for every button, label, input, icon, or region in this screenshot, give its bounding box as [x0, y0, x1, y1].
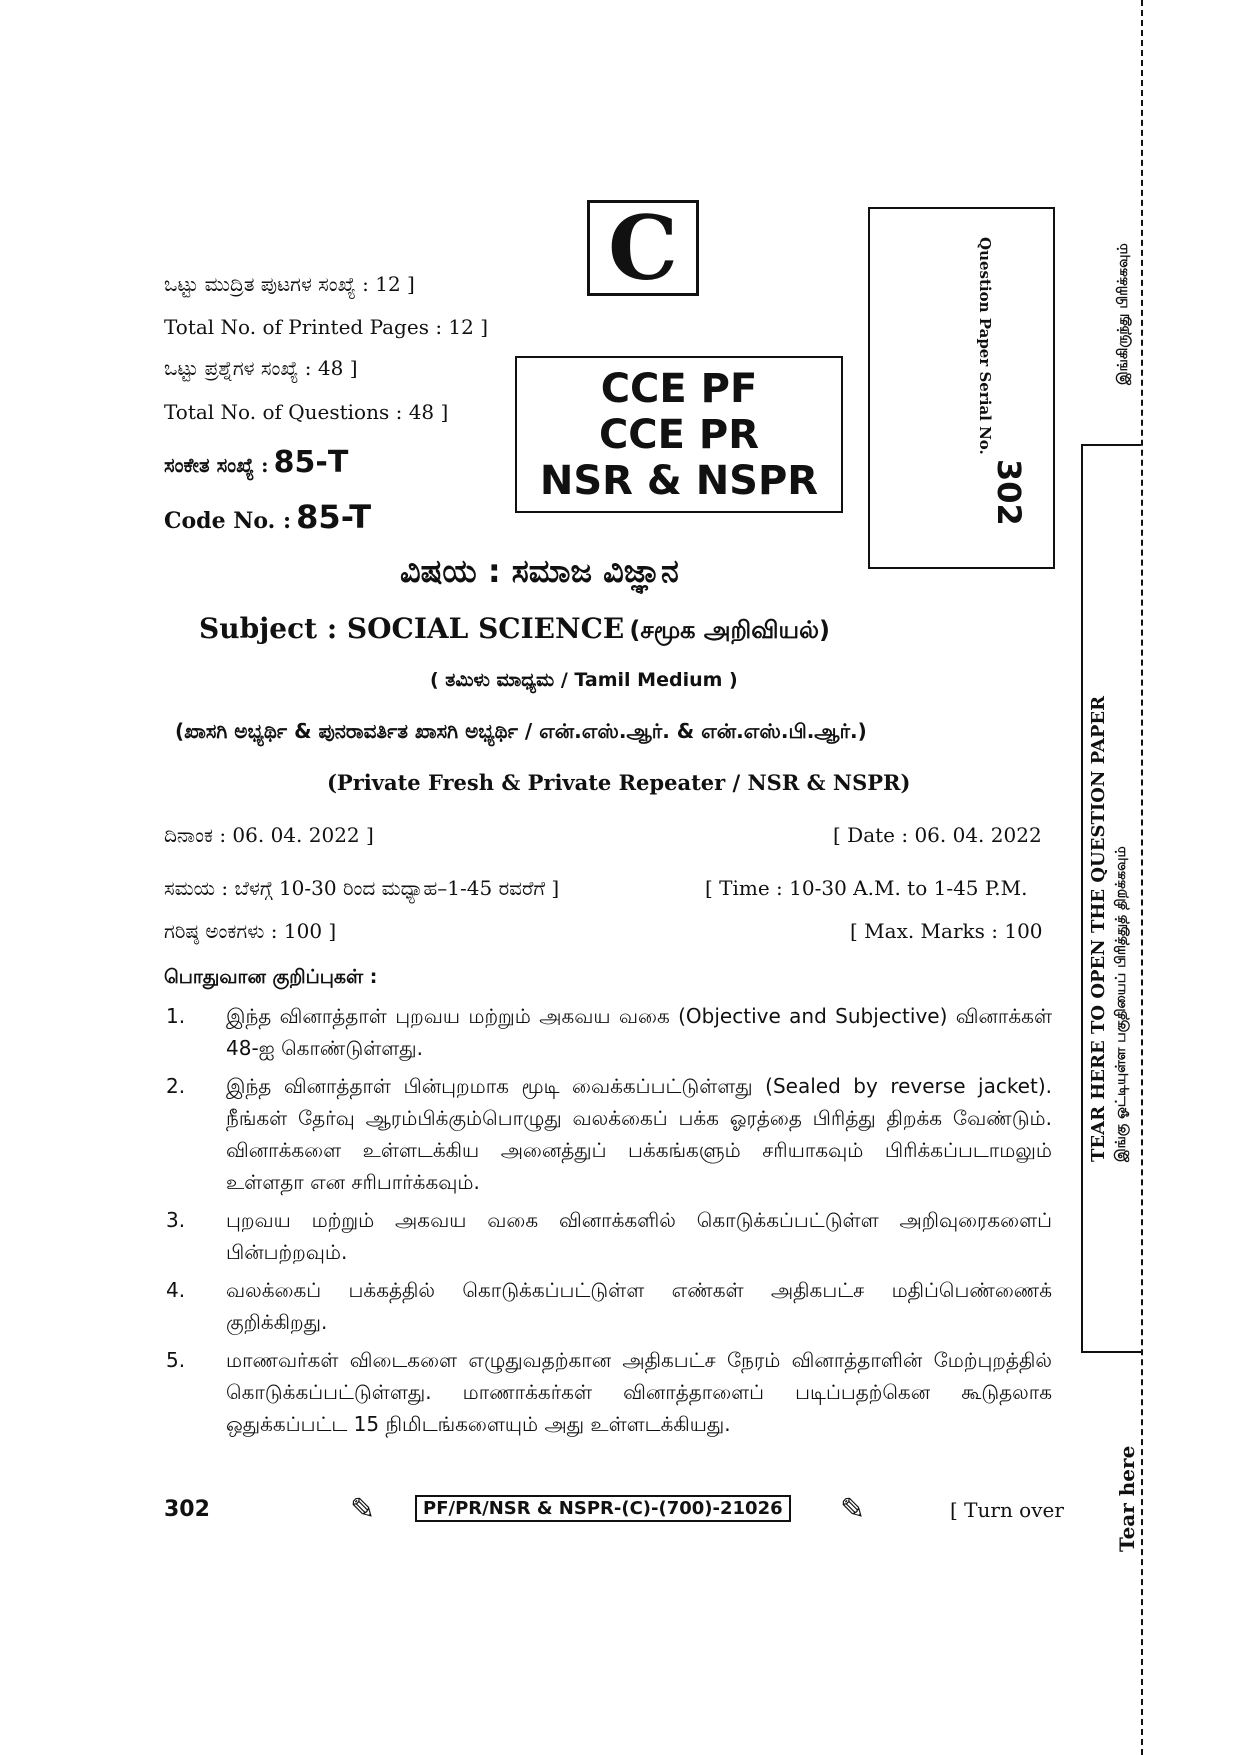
pencil-icon: ✎: [840, 1492, 866, 1527]
code-kn-label: ಸಂಕೇತ ಸಂಖ್ಯೆ :: [164, 453, 269, 477]
note-item: [162, 1274, 1052, 1338]
paper-version-box: [587, 196, 699, 300]
footer-page-number: 302: [164, 1497, 210, 1522]
time-en: [ Time : 10-30 A.M. to 1-45 P.M.: [705, 876, 1028, 900]
medium: ( ತಮಿಳು ಮಾಧ್ಯಮ / Tamil Medium ): [430, 669, 738, 691]
footer-ref: PF/PR/NSR & NSPR-(C)-(700)-21026: [415, 1495, 791, 1522]
date-kn: ದಿನಾಂಕ : 06. 04. 2022 ]: [164, 823, 374, 847]
subject-tamil: (சமூக அறிவியல்): [629, 616, 830, 644]
turn-over: [ Turn over: [950, 1498, 1064, 1522]
code-en: [164, 498, 371, 536]
note-number: 5.: [166, 1348, 186, 1372]
serial-label: Question Paper Serial No.: [976, 237, 994, 455]
note-text: புறவய மற்றும் அகவய வகை வினாக்களில் கொடுக்கப்பட்டுள்ள அறிவுரைகளைப் பின்பற்றவும்.: [226, 1208, 1052, 1264]
pencil-icon: ✎: [350, 1492, 376, 1527]
subject-line: [199, 612, 830, 647]
marks-kn: ಗರಿಷ್ಠ ಅಂಕಗಳು : 100 ]: [164, 919, 337, 943]
serial-number-box: [868, 207, 1055, 569]
notes-heading: பொதுவான குறிப்புகள் :: [164, 966, 378, 988]
code-kn-value: 85-T: [273, 445, 349, 480]
note-text: வலக்கைப் பக்கத்தில் கொடுக்கப்பட்டுள்ள எண்கள் அதிகபட்ச மதிப்பெண்ணைக் குறிக்கிறது.: [226, 1278, 1052, 1334]
tear-main-tamil: இங்கு ஓட்டியுள்ள பகுதியைப் பிரித்துத் திறக்கவும்: [1113, 846, 1129, 1162]
serial-value: 302: [990, 459, 1028, 526]
note-number: 2.: [166, 1074, 186, 1098]
note-text: இந்த வினாத்தாள் பின்புறமாக மூடி வைக்கப்பட்டுள்ளது (Sealed by reverse jacket). நீங்கள் தேர்வு ஆரம்பிக்கும்பொழுது வலக்கைப் பக்க ஓரத்தை பிரித்து திறக்க வேண்டும். வினாக்களை உள்ளடக்கிய அனைத்துப் பக்கங்களும் சரியாகவும் பிரிக்கப்படாமலும் உள்ளதா என சரிபார்க்கவும்.: [226, 1074, 1052, 1194]
date-en: [ Date : 06. 04. 2022: [833, 823, 1042, 847]
code-en-label: Code No. :: [164, 508, 292, 534]
code-en-value: 85-T: [296, 498, 372, 536]
pages-count-en: Total No. of Printed Pages : 12 ]: [164, 315, 489, 339]
code-kn: [164, 445, 348, 480]
candidate-en: (Private Fresh & Private Repeater / NSR & NSPR): [327, 770, 911, 795]
subject-kn: ವಿಷಯ : ಸಮಾಜ ವಿಜ್ಞಾನ: [400, 552, 679, 590]
candidate-kn: (ಖಾಸಗಿ ಅಭ್ಯರ್ಥಿ & ಪುನರಾವರ್ತಿತ ಖಾಸಗಿ ಅಭ್ಯರ್ಥಿ / என்.எஸ்.ஆர். & என்.எஸ்.பி.ஆர்.): [175, 719, 867, 743]
note-number: 4.: [166, 1278, 186, 1302]
note-number: 3.: [166, 1208, 186, 1232]
time-kn: ಸಮಯ : ಬೆಳಗ್ಗೆ 10-30 ರಿಂದ ಮಧ್ಯಾಹ–1-45 ರವರೆಗೆ ]: [164, 876, 560, 900]
notes-list: [162, 1000, 1052, 1446]
marks-en: [ Max. Marks : 100: [850, 919, 1043, 943]
tear-main-en: TEAR HERE TO OPEN THE QUESTION PAPER: [1088, 695, 1109, 1162]
exam-line-2: CCE PR: [598, 411, 760, 458]
exam-line-3: NSR & NSPR: [539, 457, 819, 504]
note-text: மாணவர்கள் விடைகளை எழுதுவதற்கான அதிகபட்ச நேரம் வினாத்தாளின் மேற்புறத்தில் கொடுக்கப்பட்டுள்ளது. மாணாக்கர்கள் வினாத்தாளைப் படிப்பதற்கென கூடுதலாக ஒதுக்கப்பட்ட 15 நிமிடங்களையும் அது உள்ளடக்கியது.: [226, 1348, 1052, 1436]
note-text: இந்த வினாத்தாள் புறவய மற்றும் அகவய வகை (Objective and Subjective) வினாக்கள் 48-ஐ கொண்டுள்ளது.: [226, 1004, 1052, 1060]
tear-dashed-line: [1141, 0, 1143, 1755]
note-item: [162, 1344, 1052, 1440]
exam-line-1: CCE PF: [600, 365, 758, 412]
note-item: [162, 1070, 1052, 1198]
tear-top-tamil: இங்கிருந்து பிரிக்கவும்: [1115, 243, 1131, 385]
note-number: 1.: [166, 1004, 186, 1028]
note-item: [162, 1000, 1052, 1064]
subject-en: Subject : SOCIAL SCIENCE: [199, 612, 625, 645]
questions-count-kn: ಒಟ್ಟು ಪ್ರಶ್ನೆಗಳ ಸಂಖ್ಯೆ : 48 ]: [164, 356, 358, 380]
note-item: [162, 1204, 1052, 1268]
questions-count-en: Total No. of Questions : 48 ]: [164, 400, 449, 424]
paper-version-letter: C: [607, 196, 679, 300]
tear-bottom-en: Tear here: [1115, 1445, 1139, 1552]
pages-count-kn: ಒಟ್ಟು ಮುದ್ರಿತ ಪುಟಗಳ ಸಂಖ್ಯೆ : 12 ]: [164, 272, 415, 296]
footer-ref-box: [415, 1498, 791, 1519]
exam-type-box: [515, 356, 843, 513]
